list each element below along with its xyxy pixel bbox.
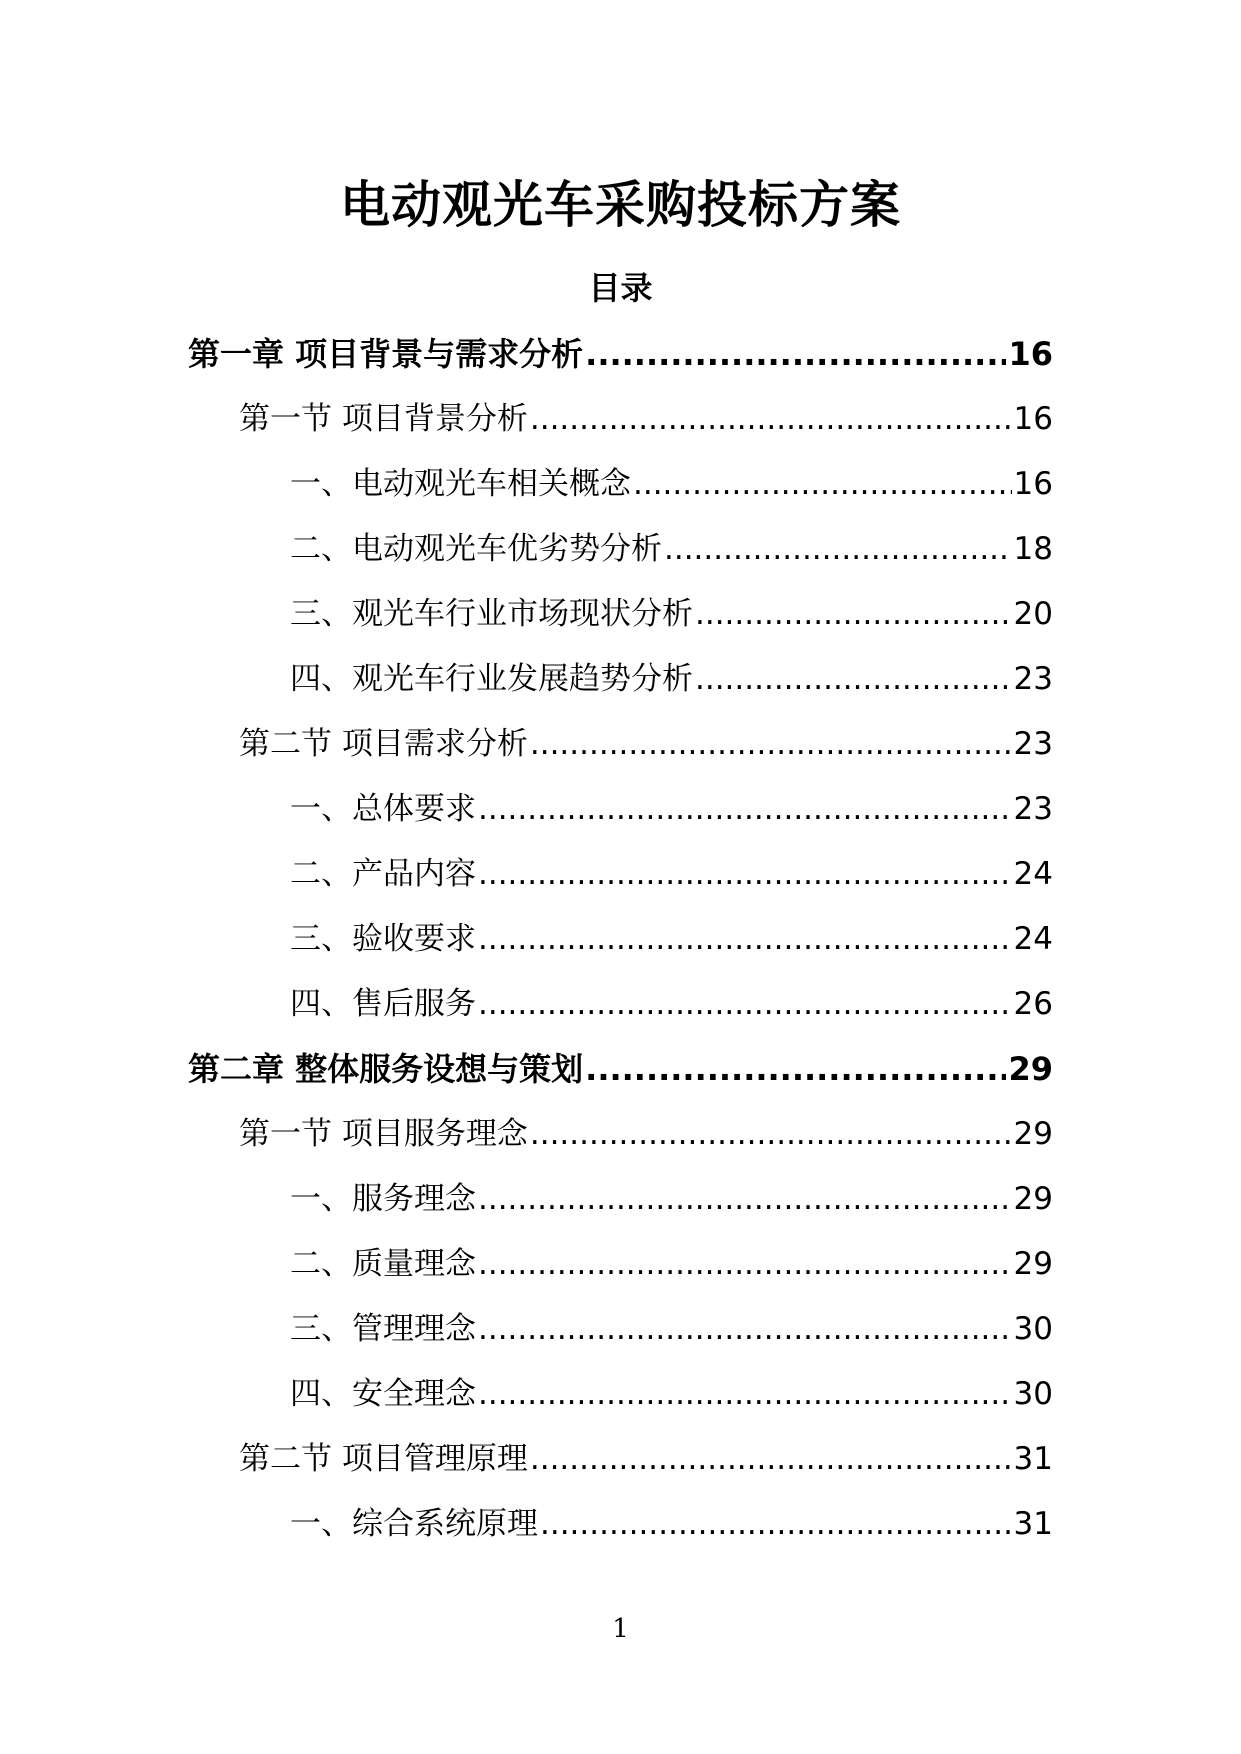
toc-entry-page: 16 [1013, 401, 1053, 437]
toc-entry[interactable] [188, 586, 1053, 651]
toc-entry-page: 23 [1013, 791, 1053, 827]
toc-entry-page: 23 [1013, 726, 1053, 762]
toc-entry-page: 16 [1013, 466, 1053, 502]
toc-entry-page: 20 [1013, 596, 1053, 632]
toc-dot-leader [478, 846, 1012, 902]
toc-entry-label: 二、电动观光车优劣势分析 [290, 531, 662, 567]
toc-entry-page: 31 [1013, 1441, 1053, 1477]
toc-entry-label: 一、综合系统原理 [290, 1506, 538, 1542]
toc-entry[interactable] [188, 976, 1053, 1041]
toc-entry-page: 24 [1013, 921, 1053, 957]
toc-dot-leader [478, 781, 1012, 837]
toc-dot-leader [530, 716, 1012, 772]
toc-dot-leader [664, 521, 1012, 577]
toc-dot-leader [530, 1431, 1012, 1487]
toc-entry-label: 三、验收要求 [290, 921, 476, 957]
toc-entry-label: 第二章 整体服务设想与策划 [188, 1050, 584, 1088]
toc-entry-label: 一、服务理念 [290, 1181, 476, 1217]
toc-dot-leader [695, 651, 1012, 707]
toc-entry[interactable] [188, 456, 1053, 521]
toc-dot-leader [478, 911, 1012, 967]
toc-entry-label: 一、电动观光车相关概念 [290, 466, 631, 502]
document-title: 电动观光车采购投标方案 [340, 176, 901, 234]
toc-dot-leader [695, 586, 1012, 642]
toc-entry[interactable] [188, 1106, 1053, 1171]
toc-entry-page: 29 [1013, 1116, 1053, 1152]
toc-dot-leader [478, 1301, 1012, 1357]
toc-entry[interactable] [188, 1301, 1053, 1366]
toc-entry-label: 二、产品内容 [290, 856, 476, 892]
toc-entry-label: 三、观光车行业市场现状分析 [290, 596, 693, 632]
toc-entry-label: 第一章 项目背景与需求分析 [188, 335, 584, 373]
toc-entry[interactable] [188, 326, 1053, 391]
toc-entry[interactable] [188, 1041, 1053, 1106]
toc-entry-page: 30 [1013, 1311, 1053, 1347]
toc-entry[interactable] [188, 1366, 1053, 1431]
toc-entry[interactable] [188, 391, 1053, 456]
toc-entry-page: 31 [1013, 1506, 1053, 1542]
toc-entry[interactable] [188, 911, 1053, 976]
toc-entry-label: 二、质量理念 [290, 1246, 476, 1282]
toc-dot-leader [478, 1236, 1012, 1292]
toc-entry-label: 四、售后服务 [290, 986, 476, 1022]
toc-heading: 目录 [588, 269, 653, 307]
toc-entry-page: 26 [1013, 986, 1053, 1022]
toc-dot-leader [478, 976, 1012, 1032]
toc-entry-page: 18 [1013, 531, 1053, 567]
toc-entry-label: 第二节 项目需求分析 [239, 726, 528, 762]
toc-entry-page: 30 [1013, 1376, 1053, 1412]
toc-entry-label: 三、管理理念 [290, 1311, 476, 1347]
toc-entry[interactable] [188, 1496, 1053, 1561]
toc-entry-label: 第一节 项目服务理念 [239, 1116, 528, 1152]
toc-entry-page: 29 [1008, 1050, 1053, 1088]
toc-entry[interactable] [188, 1171, 1053, 1236]
toc-dot-leader [530, 1106, 1012, 1162]
toc-entry-page: 24 [1013, 856, 1053, 892]
toc-entry-label: 第二节 项目管理原理 [239, 1441, 528, 1477]
toc-entry[interactable] [188, 1431, 1053, 1496]
toc-entry-page: 29 [1013, 1181, 1053, 1217]
toc-entry[interactable] [188, 846, 1053, 911]
page-number: 1 [612, 1614, 629, 1644]
toc-dot-leader [478, 1171, 1012, 1227]
toc-entry-page: 23 [1013, 661, 1053, 697]
toc-dot-leader [633, 456, 1012, 512]
toc-dot-leader [585, 1041, 1006, 1097]
toc-entry-label: 第一节 项目背景分析 [239, 401, 528, 437]
toc-dot-leader [585, 326, 1006, 382]
toc-dot-leader [478, 1366, 1012, 1422]
toc-entry[interactable] [188, 521, 1053, 586]
toc-dot-leader [530, 391, 1012, 447]
toc-entry-label: 四、观光车行业发展趋势分析 [290, 661, 693, 697]
toc-entry-label: 四、安全理念 [290, 1376, 476, 1412]
toc-entry-page: 16 [1008, 335, 1053, 373]
toc-entry[interactable] [188, 781, 1053, 846]
toc-entry[interactable] [188, 1236, 1053, 1301]
toc-entry[interactable] [188, 651, 1053, 716]
toc-entry[interactable] [188, 716, 1053, 781]
toc-dot-leader [540, 1496, 1012, 1552]
toc-entry-page: 29 [1013, 1246, 1053, 1282]
toc-entry-label: 一、总体要求 [290, 791, 476, 827]
table-of-contents [188, 326, 1053, 1561]
